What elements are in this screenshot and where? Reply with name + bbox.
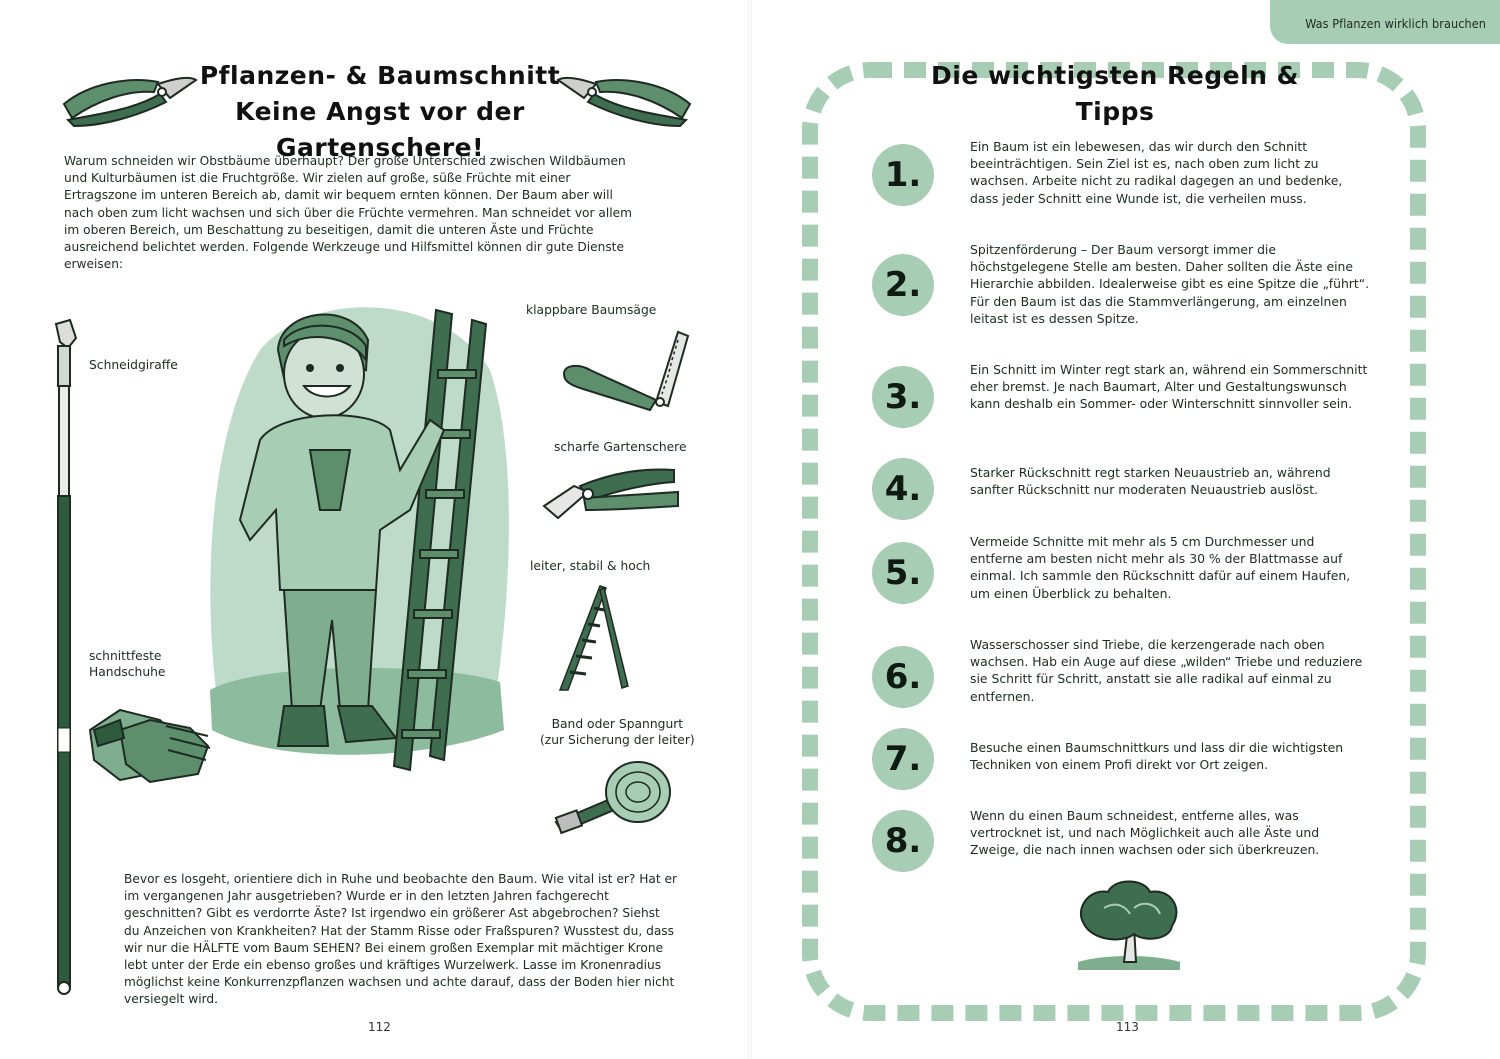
page-number: 113 — [1116, 1020, 1139, 1034]
page-number: 112 — [368, 1020, 391, 1034]
label-baumsaege: klappbare Baumsäge — [526, 303, 657, 317]
rule-text: Wasserschosser sind Triebe, die kerzengerade nach oben wachsen. Hab ein Auge auf diese „wilden“ Triebe und reduziere sie Schritt für Schritt, anstatt sie alle radikal auf einmal zu entfernen. — [970, 637, 1363, 704]
rule-number-badge: 2. — [872, 254, 934, 316]
strap-icon — [548, 756, 678, 836]
pruning-shears-icon — [534, 462, 684, 522]
page-title — [170, 58, 590, 166]
rule-number-badge: 7. — [872, 728, 934, 790]
ladder-icon — [556, 582, 636, 692]
pole-pruner-icon — [46, 318, 86, 998]
rule-text: Vermeide Schnitte mit mehr als 5 cm Durchmesser und entferne am besten nicht mehr als 30 % der Blattmasse auf einmal. Ich sammle den Rückschnitt dafür auf einem Haufen, um einen Überblick zu behalten. — [970, 534, 1351, 601]
book-gutter — [748, 0, 752, 1059]
rule-text: Spitzenförderung – Der Baum versorgt immer die höchstgelegene Stelle am besten. Daher sollten die Äste eine Hierarchie abbilden. Idealerweise gibt es eine Spitze die „führt“. Für den Baum ist das die Stammverlängerung, am einzelnen leitast ist es dessen Spitze. — [970, 242, 1370, 326]
chapter-tab-label: Was Pflanzen wirklich brauchen — [1305, 16, 1486, 31]
tree-icon — [1074, 878, 1184, 970]
rule-number-badge: 5. — [872, 542, 934, 604]
rule-number-badge: 3. — [872, 366, 934, 428]
gardener-with-ladder-illustration — [200, 290, 512, 776]
label-schneidgiraffe: Schneidgiraffe — [89, 358, 178, 372]
chapter-tab — [1270, 0, 1500, 44]
rule-number-badge: 6. — [872, 646, 934, 708]
rule-number-badge: 4. — [872, 458, 934, 520]
rules-title: Die wichtigsten Regeln & Tipps — [931, 61, 1299, 126]
rule-number-badge: 1. — [872, 144, 934, 206]
title-line-2: Keine Angst vor der Gartenschere! — [235, 97, 525, 162]
label-gartenschere: scharfe Gartenschere — [554, 440, 687, 454]
title-line-1: Pflanzen- & Baumschnitt — [199, 61, 561, 90]
label-band: Band oder Spanngurt (zur Sicherung der leiter) — [540, 717, 695, 747]
label-handschuhe: schnittfeste Handschuhe — [89, 649, 166, 679]
rule-text: Ein Baum ist ein lebewesen, das wir durch den Schnitt beeinträchtigen. Sein Ziel ist es, nach oben zum licht zu wachsen. Arbeite nicht zu radikal dagegen an und bedenke, dass jeder Schnitt eine Wunde ist, die verheilen muss. — [970, 139, 1343, 206]
saw-icon — [560, 330, 690, 414]
gloves-icon — [80, 690, 216, 786]
closing-paragraph: Bevor es losgeht, orientiere dich in Ruhe und beobachte den Baum. Wie vital ist er? Hat er im vergangenen Jahr ausgetrieben? Wurde er in den letzten Jahren fachgerecht geschnitten? Gibt es verdorrte Äste? Ist irgendwo ein größerer Ast abgebrochen? Siehst du Anzeichen von Krankheiten? Hat der Stamm Risse oder Fraßspuren? Wusstest du, dass wir nur die HÄLFTE vom Baum SEHEN? Bei einem großen Exemplar mit mächtiger Krone lebt unter der Erde ein ebenso großes und kräftiges Wurzelwerk. Lasse im Kronenradius möglichst keine Konkurrenzpflanzen wachsen und achte darauf, dass der Boden hier nicht versiegelt wird. — [124, 872, 678, 1007]
rule-text: Besuche einen Baumschnittkurs und lass dir die wichtigsten Techniken von einem Profi direkt vor Ort zeigen. — [970, 740, 1344, 773]
rule-text: Ein Schnitt im Winter regt stark an, während ein Sommerschnitt eher bremst. Je nach Baumart, Alter und Gestaltungswunsch kann deshalb ein Sommer- oder Winterschnitt sinnvoller sein. — [970, 362, 1368, 412]
rule-number-badge: 8. — [872, 810, 934, 872]
rule-text: Wenn du einen Baum schneidest, entferne alles, was vertrocknet ist, und nach Möglichkeit auch alle Äste und Zweige, die nach innen wachsen oder sich überkreuzen. — [970, 808, 1320, 858]
rule-text: Starker Rückschnitt regt starken Neuaustrieb an, während sanfter Rückschnitt nur moderaten Neuaustrieb auslöst. — [970, 465, 1331, 498]
intro-paragraph: Warum schneiden wir Obstbäume überhaupt? Der große Unterschied zwischen Wildbäumen und Kulturbäumen ist die Fruchtgröße. Wir zielen auf große, süße Früchte mit einer Ertragszone im unteren Bereich ab, damit wir bequem ernten können. Der Baum aber will nach oben zum licht wachsen und sich über die Früchte vermehren. Man schneidet vor allem im oberen Bereich, um Beschattung zu beseitigen, damit die unteren Äste und Früchte ausreichend belichtet werden. Folgende Werkzeuge und Hilfsmittel können dir gute Dienste erweisen: — [64, 154, 633, 272]
label-leiter: leiter, stabil & hoch — [530, 559, 651, 573]
